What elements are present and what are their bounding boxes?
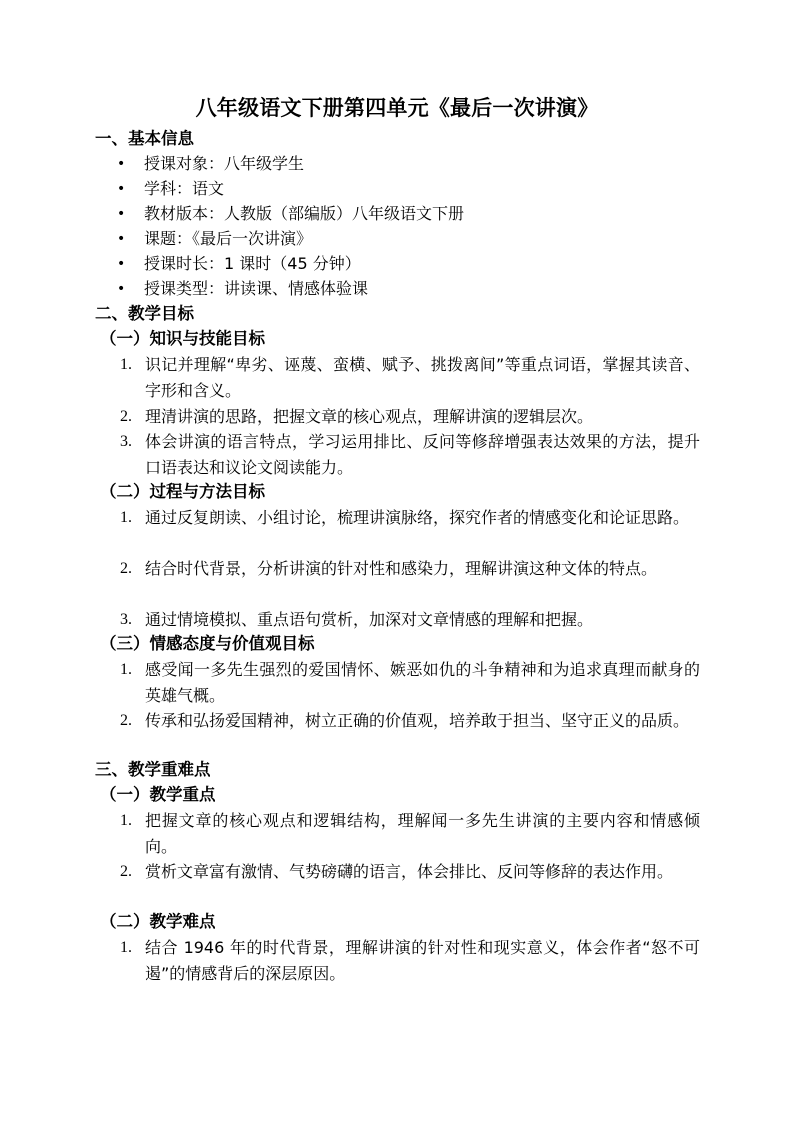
section-heading-key-points: 三、教学重难点 xyxy=(95,760,211,779)
numbered-item: 2. 传承和弘扬爱国精神，树立正确的价值观，培养敢于担当、坚守正义的品质。 xyxy=(120,711,690,730)
bullet-icon: • xyxy=(117,206,126,222)
subsection-heading: （一）知识与技能目标 xyxy=(100,329,265,348)
bullet-icon: • xyxy=(117,231,126,247)
subsection-heading: （二）过程与方法目标 xyxy=(100,482,265,501)
subsection-heading: （三）情感态度与价值观目标 xyxy=(100,634,315,653)
subsection-heading: （二）教学难点 xyxy=(100,912,216,931)
numbered-item: 1. 把握文章的核心观点和逻辑结构，理解闻一多先生讲演的主要内容和情感倾向。 xyxy=(120,811,700,856)
subsection-heading: （一）教学重点 xyxy=(100,785,216,804)
bullet-icon: • xyxy=(117,181,126,197)
bullet-icon: • xyxy=(117,281,126,297)
numbered-item: 3. 体会讲演的语言特点，学习运用排比、反问等修辞增强表达效果的方法，提升口语表达和议论文阅读能力。 xyxy=(120,432,700,477)
section-heading-basic-info: 一、基本信息 xyxy=(95,129,194,148)
document-title: 八年级语文下册第四单元《最后一次讲演》 xyxy=(195,96,599,120)
bullet-icon: • xyxy=(117,256,126,272)
bullet-icon: • xyxy=(117,156,126,172)
section-heading-objectives: 二、教学目标 xyxy=(95,304,194,323)
numbered-item: 1. 结合 1946 年的时代背景，理解讲演的针对性和现实意义，体会作者“怒不可遏”的情感背后的深层原因。 xyxy=(120,938,700,983)
document-page: 八年级语文下册第四单元《最后一次讲演》 一、基本信息 • 授课对象：八年级学生 • 学科：语文 • 教材版本：人教版（部编版）八年级语文下册 • 课题：《最后一次讲演》 • 授课时长：1 课时（45 分钟） • 授课类型：讲读课、情感体验课 二、教学目标 （一）知识与技能目标 1. 识记并理解“卑劣、诬蔑、蛮横、赋予、挑拨离间”等重点词语，掌握其读音、字形和含义。 2. 理清讲演的思路，把握文章的核心观点，理解讲演的逻辑层次。 3. 体会讲演的语言特点，学习运用排比、反问等修辞增强表达效果的方法，提升口语表达和议论文阅读能力。 （二）过程与方法目标 1. 通过反复朗读、小组讨论，梳理讲演脉络，探究作者的情感变化和论证思路。 2. 结合时代背景，分析讲演的针对性和感染力，理解讲演这种文体的特点。 3. 通过情境模拟、重点语句赏析，加深对文章情感的理解和把握。 （三）情感态度与价值观目标 1. 感受闻一多先生强烈的爱国情怀、嫉恶如仇的斗争精神和为追求真理而献身的英雄气概。 2. 传承和弘扬爱国精神，树立正确的价值观，培养敢于担当、坚守正义的品质。 三、教学重难点 （一）教学重点 1. 把握文章的核心观点和逻辑结构，理解闻一多先生讲演的主要内容和情感倾向。 2. 赏析文章富有激情、气势磅礴的语言，体会排比、反问等修辞的表达作用。 （二）教学难点 1. 结合 1946 年的时代背景，理解讲演的针对性和现实意义，体会作者“怒不可遏”的情感背后的深层原因。 xyxy=(0,0,794,1123)
numbered-item: 2. 赏析文章富有激情、气势磅礴的语言，体会排比、反问等修辞的表达作用。 xyxy=(120,862,674,881)
numbered-item: 1. 感受闻一多先生强烈的爱国情怀、嫉恶如仇的斗争精神和为追求真理而献身的英雄气概。 xyxy=(120,660,700,705)
numbered-item: 1. 识记并理解“卑劣、诬蔑、蛮横、赋予、挑拨离间”等重点词语，掌握其读音、字形和含义。 xyxy=(120,355,700,400)
numbered-item: 2. 理清讲演的思路，把握文章的核心观点，理解讲演的逻辑层次。 xyxy=(120,407,594,426)
numbered-item: 2. 结合时代背景，分析讲演的针对性和感染力，理解讲演这种文体的特点。 xyxy=(120,559,658,578)
numbered-item: 3. 通过情境模拟、重点语句赏析，加深对文章情感的理解和把握。 xyxy=(120,610,594,629)
numbered-item: 1. 通过反复朗读、小组讨论，梳理讲演脉络，探究作者的情感变化和论证思路。 xyxy=(120,508,690,527)
